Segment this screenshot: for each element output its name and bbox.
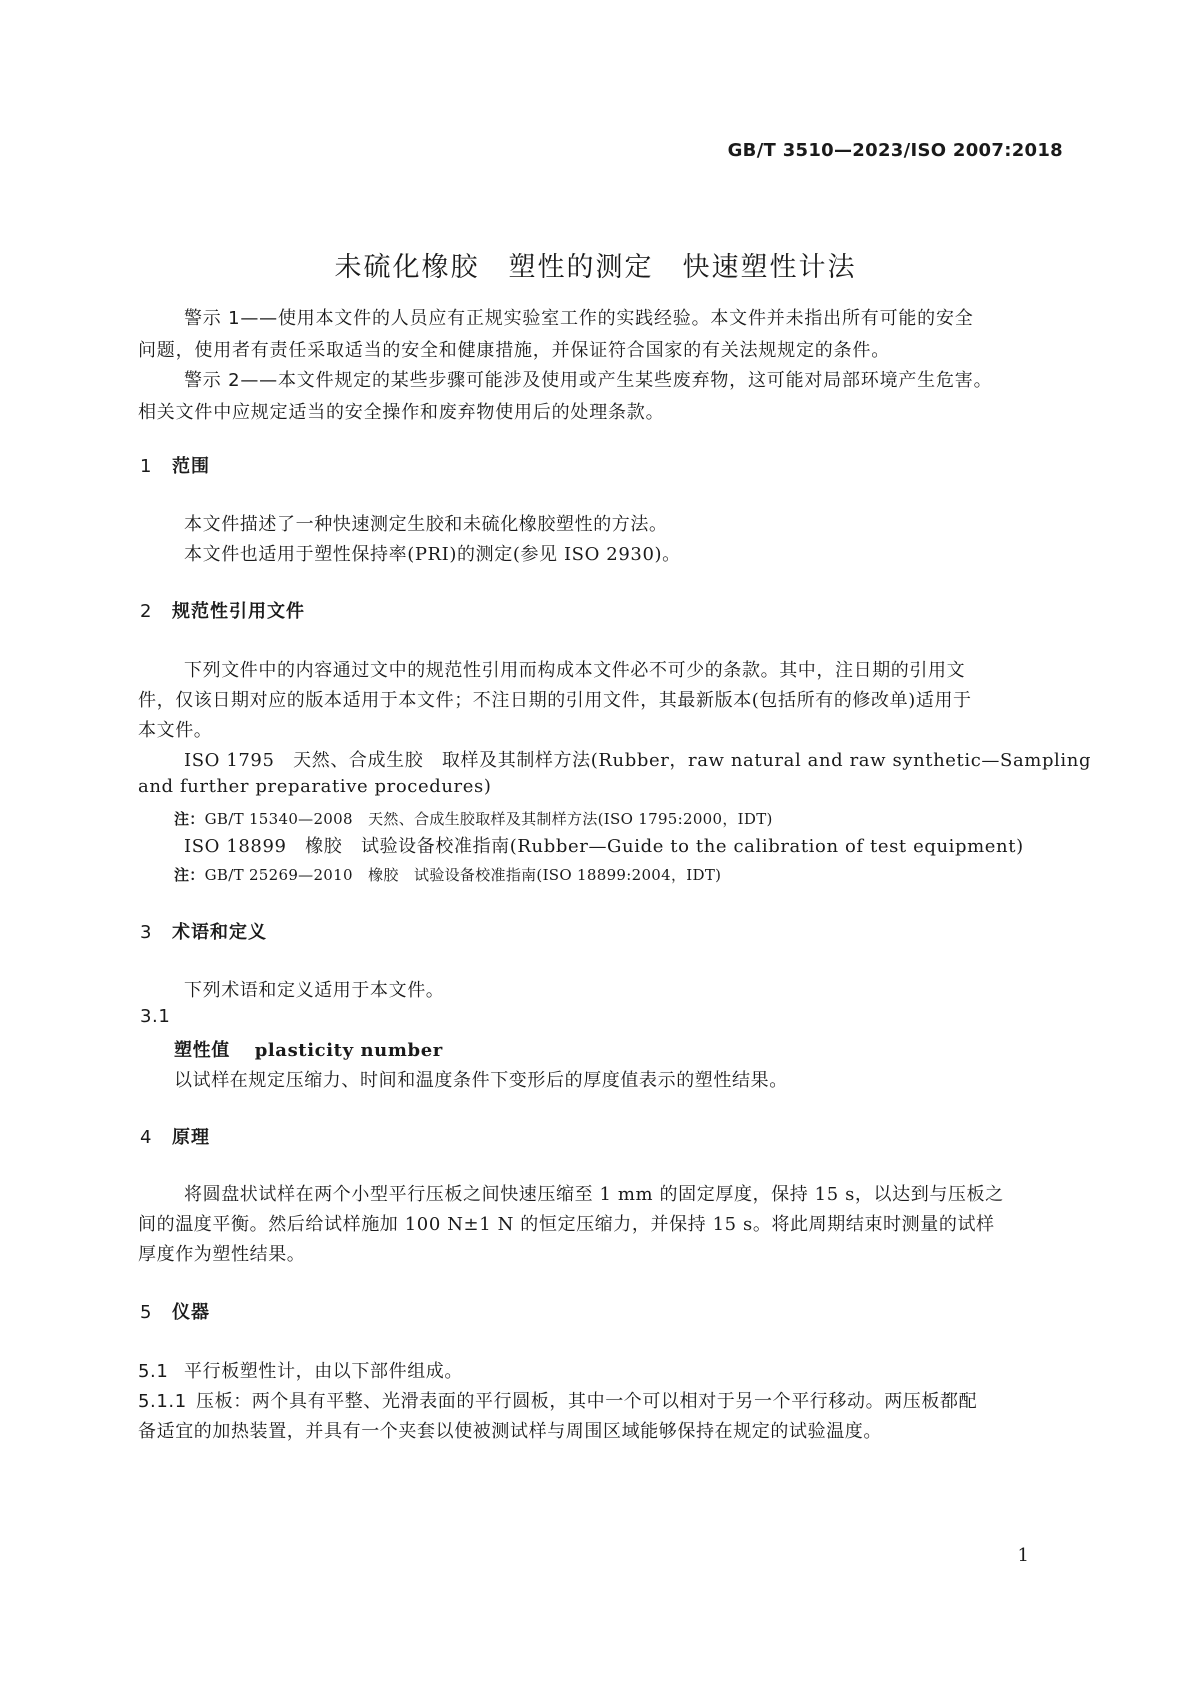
section-number: 3	[140, 922, 153, 943]
note-text: GB/T 25269—2010 橡胶 试验设备校准指南(ISO 18899:2004，IDT)	[204, 866, 722, 884]
warning-1-line-2: 问题，使用者有责任采取适当的安全和健康措施，并保证符合国家的有关法规规定的条件。	[138, 340, 890, 361]
section-4-heading	[140, 1123, 210, 1149]
section-2-heading	[140, 597, 305, 623]
standard-code: GB/T 3510—2023/ISO 2007:2018	[727, 140, 1063, 161]
normative-refs-line-3: 本文件。	[138, 720, 213, 741]
clause-5-1-1-line-1	[138, 1387, 977, 1413]
section-title: 术语和定义	[172, 922, 267, 943]
note-text: GB/T 15340—2008 天然、合成生胶取样及其制样方法(ISO 1795:2000，IDT)	[204, 810, 773, 828]
warning-2-line-1: 警示 2——本文件规定的某些步骤可能涉及使用或产生某些废弃物，这可能对局部环境产生危害。	[184, 370, 993, 391]
note-label: 注：	[174, 866, 205, 884]
reference-iso-1795-line-1: ISO 1795 天然、合成生胶 取样及其制样方法(Rubber，raw natural and raw synthetic—Sampling	[184, 750, 1092, 771]
term-heading	[174, 1036, 443, 1062]
page-number: 1	[1017, 1545, 1029, 1566]
section-number: 4	[140, 1127, 153, 1148]
normative-refs-line-2: 件，仅该日期对应的版本适用于本文件；不注日期的引用文件，其最新版本(包括所有的修改单)适用于	[138, 690, 972, 711]
note-label: 注：	[174, 810, 205, 828]
section-number: 2	[140, 601, 153, 622]
clause-5-1	[138, 1357, 463, 1383]
note-2	[174, 864, 721, 885]
principle-line-3: 厚度作为塑性结果。	[138, 1244, 306, 1265]
terms-intro: 下列术语和定义适用于本文件。	[184, 980, 445, 1001]
scope-paragraph-2: 本文件也适用于塑性保持率(PRI)的测定(参见 ISO 2930)。	[184, 544, 681, 565]
section-title: 仪器	[172, 1302, 210, 1323]
clause-text: 平行板塑性计，由以下部件组成。	[184, 1361, 463, 1382]
clause-number: 5.1	[138, 1361, 169, 1382]
clause-text: 压板：两个具有平整、光滑表面的平行圆板，其中一个可以相对于另一个平行移动。两压板都配	[196, 1391, 978, 1412]
section-number: 5	[140, 1302, 153, 1323]
term-definition: 以试样在规定压缩力、时间和温度条件下变形后的厚度值表示的塑性结果。	[174, 1070, 788, 1091]
principle-line-1: 将圆盘状试样在两个小型平行压板之间快速压缩至 1 mm 的固定厚度，保持 15 s，以达到与压板之	[184, 1184, 1004, 1205]
page-title: 未硫化橡胶 塑性的测定 快速塑性计法	[334, 252, 857, 283]
warning-1-line-1: 警示 1——使用本文件的人员应有正规实验室工作的实践经验。本文件并未指出所有可能的安全	[184, 308, 974, 329]
section-title: 规范性引用文件	[172, 601, 305, 622]
section-title: 原理	[172, 1127, 210, 1148]
term-number: 3.1	[140, 1006, 171, 1027]
normative-refs-line-1: 下列文件中的内容通过文中的规范性引用而构成本文件必不可少的条款。其中，注日期的引用文	[184, 660, 966, 681]
reference-iso-18899: ISO 18899 橡胶 试验设备校准指南(Rubber—Guide to the calibration of test equipment)	[184, 836, 1024, 857]
clause-number: 5.1.1	[138, 1391, 187, 1412]
principle-line-2: 间的温度平衡。然后给试样施加 100 N±1 N 的恒定压缩力，并保持 15 s。将此周期结束时测量的试样	[138, 1214, 995, 1235]
scope-paragraph-1: 本文件描述了一种快速测定生胶和未硫化橡胶塑性的方法。	[184, 514, 668, 535]
term-english: plasticity number	[254, 1040, 443, 1061]
clause-5-1-1-line-2: 备适宜的加热装置，并具有一个夹套以使被测试样与周围区域能够保持在规定的试验温度。	[138, 1421, 882, 1442]
reference-iso-1795-line-2: and further preparative procedures)	[138, 776, 492, 797]
section-title: 范围	[172, 456, 210, 477]
note-1	[174, 808, 773, 829]
warning-2-line-2: 相关文件中应规定适当的安全操作和废弃物使用后的处理条款。	[138, 402, 665, 423]
section-5-heading	[140, 1298, 210, 1324]
section-3-heading	[140, 918, 267, 944]
term-chinese: 塑性值	[174, 1040, 230, 1061]
section-1-heading	[140, 452, 210, 478]
section-number: 1	[140, 456, 153, 477]
